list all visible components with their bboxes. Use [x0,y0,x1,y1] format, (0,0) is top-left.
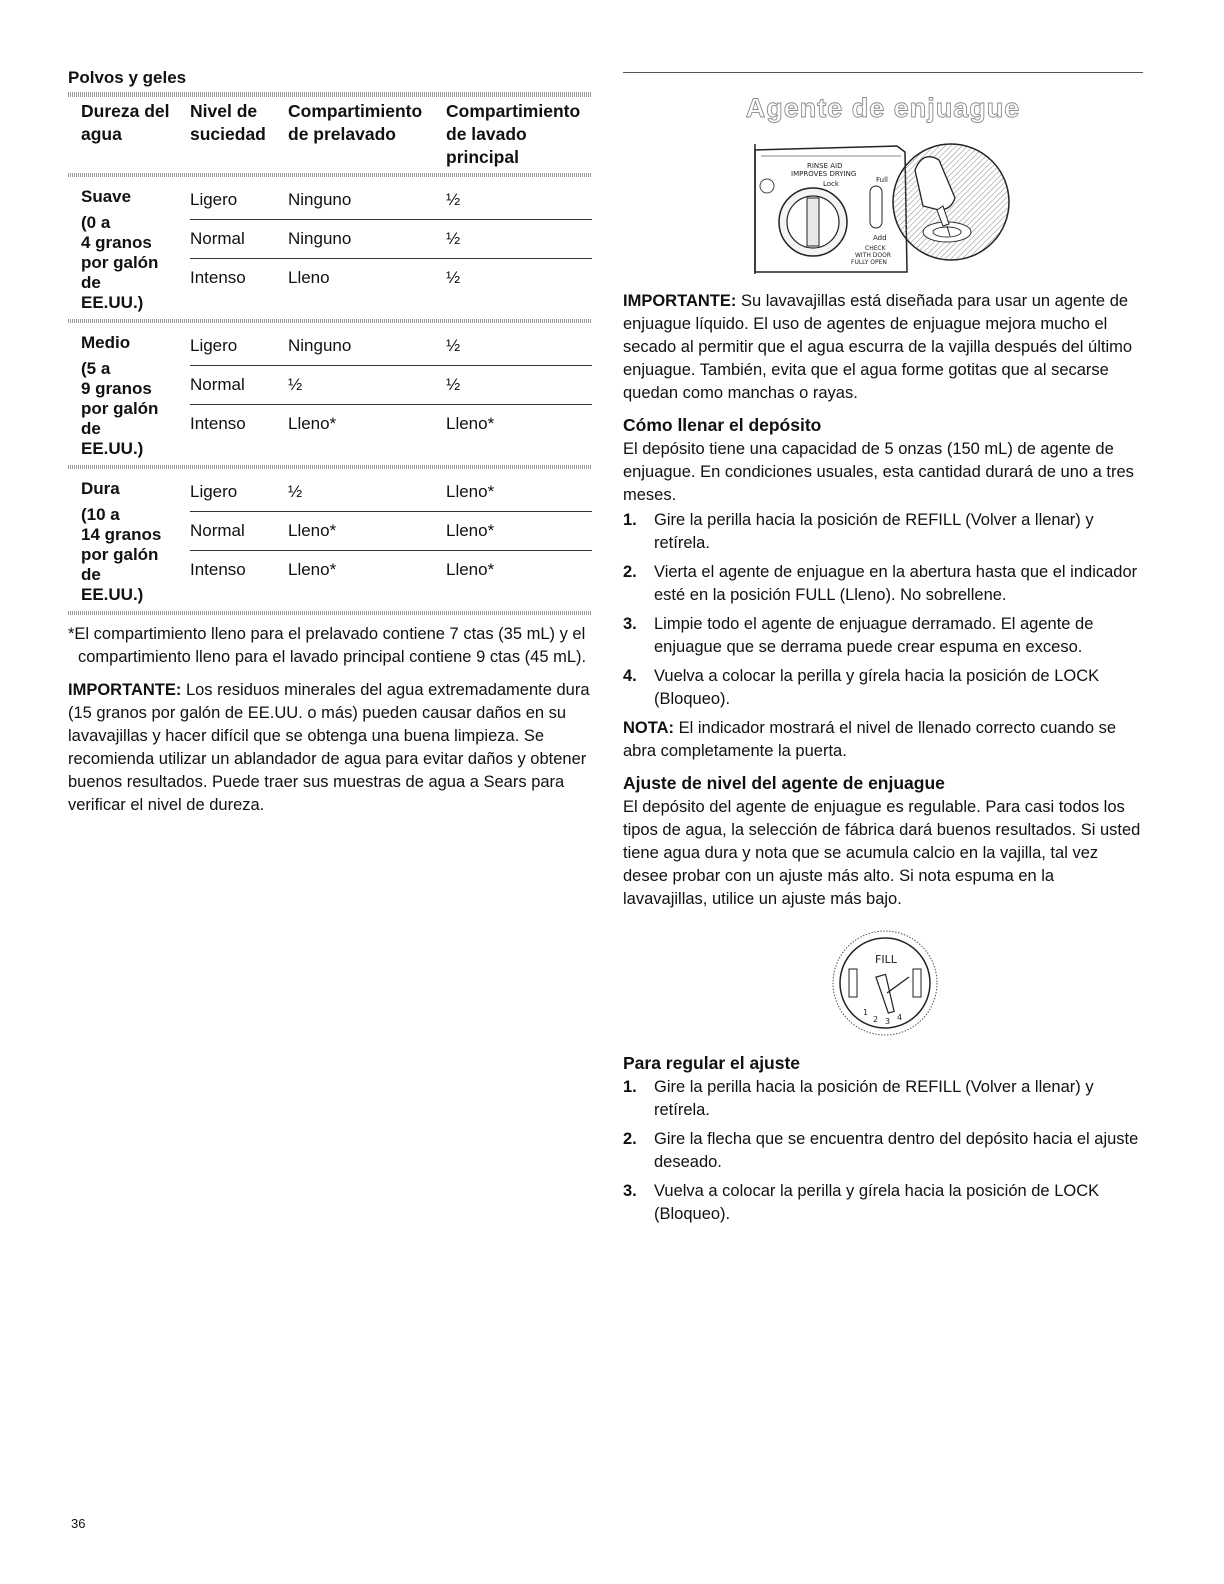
table-cell: ½ [288,482,303,501]
svg-text:Lock: Lock [823,180,839,188]
table-cell: ½ [446,375,461,394]
svg-text:FILL: FILL [875,953,897,966]
rinse-important-lead: IMPORTANTE: [623,292,737,310]
important-text: Los residuos minerales del agua extremadamente dura (15 granos por galón de EE.UU. o más) pueden causar daños en su lavavajillas y hacer difícil que se obtenga una buena limpieza. Se recomienda utilizar un ablandador de agua para evitar daños y obtener buenos resultados. Puede traer sus muestras de agua a Sears para verificar el nivel de dureza. [68,681,590,814]
table-cell: ½ [446,229,461,248]
table-title: Polvos y geles [68,68,187,87]
table-cell: Ninguno [288,336,352,355]
table-cell: Normal [190,229,245,248]
table-group [68,469,592,611]
svg-text:Add: Add [873,234,887,242]
svg-text:RINSE AID: RINSE AID [807,162,843,170]
list-item: 4. Vuelva a colocar la perilla y gírela hacia la posición de LOCK (Bloqueo). [623,667,1100,708]
hardness-range: (0 a 4 granos por galón de EE.UU.) [81,213,159,312]
table-cell: Lleno* [288,414,337,433]
left-important-paragraph [68,679,592,817]
right-column [623,68,1143,1232]
table-cell: Intenso [190,268,246,287]
table-row [190,327,592,365]
table-cell: Lleno* [446,414,495,433]
svg-text:FULLY OPEN: FULLY OPEN [851,259,887,266]
rinse-important-text: Su lavavajillas está diseñada para usar un agente de enjuague líquido. El uso de agentes de enjuague mejora mucho el secado al permitir que el agua escurra de la vajilla después del último enjuague. También, evita que el agua forme gotitas que al secarse quedan como manchas o rayas. [623,292,1133,402]
hardness-range: (5 a 9 granos por galón de EE.UU.) [81,359,159,458]
table-row [190,404,592,443]
list-item: 1. Gire la perilla hacia la posición de REFILL (Volver a llenar) y retírela. [623,511,1094,552]
note-text: El indicador mostrará el nivel de llenado correcto cuando se abra completamente la puerta. [623,719,1117,760]
hardness-label [68,473,190,605]
table-body [68,177,592,615]
fill-indicator-dial-illustration [829,927,941,1039]
left-column [68,68,592,817]
svg-text:2: 2 [873,1015,879,1024]
list-item: 3. Vuelva a colocar la perilla y gírela hacia la posición de LOCK (Bloqueo). [623,1182,1100,1223]
hardness-range: (10 a 14 granos por galón de EE.UU.) [81,505,162,604]
section-title: Agente de enjuague [745,93,1021,123]
table-cell: ½ [446,268,461,287]
header-water-hardness: Dureza del agua [81,101,170,144]
svg-text:CHECK: CHECK [865,245,886,252]
table-cell: Ligero [190,336,238,355]
section-top-rule [623,72,1143,73]
header-prewash: Compartimiento de prelavado [288,101,423,144]
table-row [190,181,592,219]
table-cell: Ligero [190,190,238,209]
table-row [190,219,592,258]
table-cell: Normal [190,521,245,540]
list-item: 2. Vierta el agente de enjuague en la abertura hasta que el indicador esté en la posición FULL (Lleno). No sobrellene. [623,563,1138,604]
table-cell: ½ [446,336,461,355]
table-header [68,97,592,173]
rinse-aid-dispenser-illustration [747,140,1017,280]
table-row [190,511,592,550]
header-main-wash: Compartimiento de lavado principal [446,101,581,167]
hardness-label [68,181,190,313]
fill-steps [623,509,1143,711]
table-cell: Lleno* [288,560,337,579]
table-row [190,365,592,404]
rinse-important-paragraph [623,290,1143,405]
table-row [190,550,592,589]
fill-intro: El depósito tiene una capacidad de 5 onzas (150 mL) de agente de enjuague. En condiciones usuales, esta cantidad durará de uno a tres meses. [623,440,1134,504]
group-separator [68,611,592,615]
hardness-name: Medio [81,333,131,352]
table-cell: Normal [190,375,245,394]
svg-text:IMPROVES DRYING: IMPROVES DRYING [791,170,857,178]
table-footnote: *El compartimiento lleno para el prelavado contiene 7 ctas (35 mL) y el compartimiento lleno para el lavado principal contiene 9 ctas (45 mL). [68,625,587,666]
note-lead: NOTA: [623,719,675,737]
table-group [68,323,592,465]
list-item: 2. Gire la flecha que se encuentra dentro del depósito hacia el ajuste deseado. [623,1130,1139,1171]
page-number: 36 [71,1516,86,1531]
svg-text:Full: Full [876,176,888,184]
hardness-name: Suave [81,187,132,206]
list-item: 1. Gire la perilla hacia la posición de REFILL (Volver a llenar) y retírela. [623,1078,1094,1119]
table-cell: Lleno* [288,521,337,540]
table-row [190,258,592,297]
table-group [68,177,592,319]
adjust-heading: Ajuste de nivel del agente de enjuague [623,773,945,793]
adjust-text: El depósito del agente de enjuague es regulable. Para casi todos los tipos de agua, la selección de fábrica dará buenos resultados. Si usted tiene agua dura y nota que se acumula calcio en la vajilla, tal vez desee probar con un ajuste más alto. Si nota espuma en la lavavajillas, utilice un ajuste más bajo. [623,798,1141,908]
table-cell: Intenso [190,560,246,579]
svg-text:1: 1 [863,1008,869,1017]
regulate-heading: Para regular el ajuste [623,1053,801,1073]
table-cell: Lleno* [446,560,495,579]
table-cell: Lleno* [446,482,495,501]
regulate-steps [623,1076,1143,1226]
table-cell: Intenso [190,414,246,433]
table-row [190,473,592,511]
table-cell: Lleno* [446,521,495,540]
header-soil-level: Nivel de suciedad [190,101,266,144]
svg-text:3: 3 [885,1017,891,1026]
table-cell: Ligero [190,482,238,501]
table-cell: ½ [288,375,303,394]
fill-heading: Cómo llenar el depósito [623,415,822,435]
list-item: 3. Limpie todo el agente de enjuague derramado. El agente de enjuague que se derrama puede crear espuma en exceso. [623,615,1094,656]
table-cell: Ninguno [288,229,352,248]
important-lead: IMPORTANTE: [68,681,182,699]
note-paragraph [623,717,1143,763]
table-cell: Lleno [288,268,330,287]
table-cell: Ninguno [288,190,352,209]
svg-text:4: 4 [897,1013,903,1022]
hardness-name: Dura [81,479,120,498]
hardness-label [68,327,190,459]
svg-text:WITH DOOR: WITH DOOR [855,252,892,259]
table-cell: ½ [446,190,461,209]
